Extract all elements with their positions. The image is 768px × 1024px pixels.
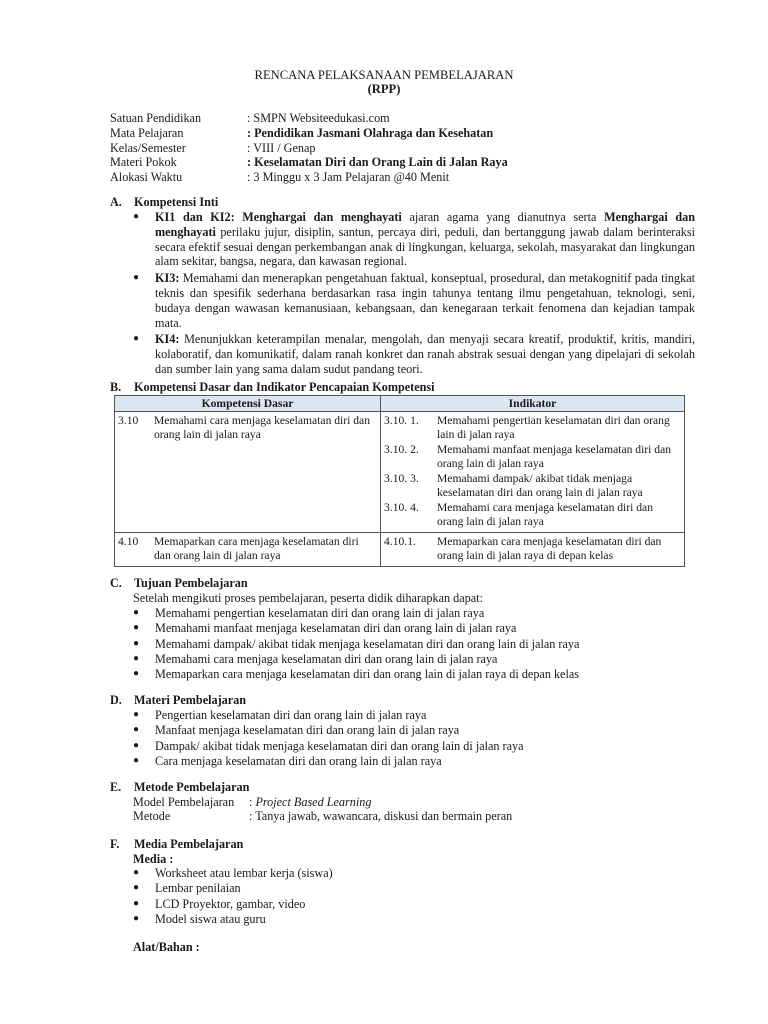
list-item (133, 912, 695, 927)
identity-label: Kelas/Semester (110, 140, 186, 155)
section-title: Metode Pembelajaran (134, 780, 250, 794)
section-title: Tujuan Pembelajaran (134, 576, 248, 590)
identity-value: : 3 Minggu x 3 Jam Pelajaran @40 Menit (247, 170, 450, 185)
ki-text: Menunjukkan keterampilan menalar, mengolah, dan menyaji secara kreatif, produktif, kritis, mandiri, kolaboratif, dan komunikatif, dalam ranah konkret dan ranah abstrak sesuai dengan yang dipelajari di sekolah dan sumber lain yang sama dalam sudut pandang teori. (155, 332, 695, 376)
section-heading-metode (110, 780, 249, 795)
item-text: Memaparkan cara menjaga keselamatan diri dan orang lain di jalan raya di depan kelas (155, 667, 580, 682)
section-letter: A. (110, 195, 122, 209)
table-header-row (115, 396, 685, 412)
media-label: Media : (133, 852, 174, 866)
bullet-icon: ● (133, 622, 140, 634)
list-item (133, 210, 695, 269)
item-text: Model siswa atau guru (155, 911, 266, 926)
item-text: Memahami cara menjaga keselamatan diri dan orang lain di jalan raya (155, 651, 498, 666)
item-text: Memahami dampak/ akibat tidak menjaga keselamatan diri dan orang lain di jalan raya (155, 636, 580, 651)
identity-label: Satuan Pendidikan (110, 111, 202, 125)
indicator-text: Memaparkan cara menjaga keselamatan diri dan orang lain di jalan raya di depan kelas (437, 535, 662, 562)
model-value: Project Based Learning (255, 795, 372, 809)
list-item (133, 708, 695, 723)
table-header: Indikator (381, 396, 685, 412)
bullet-icon: ● (133, 607, 140, 618)
metode-label: Metode (133, 809, 171, 823)
identity-row (110, 111, 508, 126)
section-title: Kompetensi Inti (134, 195, 219, 209)
ki-text: Memahami dan menerapkan pengetahuan faktual, konseptual, prosedural, dan metakognitif pada tingkat teknis dan spesifik sederhana berdasarkan rasa ingin tahunya tentang ilmu pengetahuan, teknologi, seni, budaya dengan wawasan kemanusiaan, kebangsaan, dan kenegaraan terkait fenomena dan kejadian tampak mata. (155, 271, 695, 330)
bullet-icon: ● (133, 724, 140, 736)
indicator-text: Memahami dampak/ akibat tidak menjaga keselamatan diri dan orang lain di jalan raya (437, 472, 643, 499)
identity-value: : VIII / Genap (247, 140, 316, 155)
kompetensi-table (114, 395, 685, 567)
identity-row (110, 170, 508, 185)
identity-row (110, 141, 508, 156)
section-letter: D. (110, 693, 122, 707)
indicator-code: 3.10. 4. (384, 501, 419, 514)
indicator-entry (384, 535, 681, 563)
list-item (133, 637, 695, 652)
list-item (133, 667, 695, 682)
table-row (115, 533, 685, 567)
model-label: Model Pembelajaran (133, 795, 235, 809)
indicator-text: Memahami manfaat menjaga keselamatan diri dan orang lain di jalan raya (437, 443, 672, 470)
item-text: Worksheet atau lembar kerja (siswa) (155, 866, 333, 880)
list-item (133, 606, 695, 621)
identity-label: Mata Pelajaran (110, 125, 184, 140)
kd-code: 4.10 (118, 535, 139, 548)
list-item (133, 271, 695, 330)
item-text: Manfaat menjaga keselamatan diri dan orang lain di jalan raya (155, 723, 460, 738)
indicator-code: 3.10. 3. (384, 472, 419, 485)
bullet-icon: ● (133, 211, 140, 222)
list-item (133, 897, 695, 912)
item-text: LCD Proyektor, gambar, video (155, 896, 306, 911)
kd-entry (118, 535, 377, 563)
bullet-icon: ● (133, 709, 140, 720)
bullet-icon: ● (133, 333, 140, 345)
section-heading-media (110, 837, 243, 852)
kd-cell (115, 533, 381, 567)
document-subtitle: (RPP) (367, 82, 401, 96)
bullet-icon: ● (133, 912, 140, 924)
list-item (133, 332, 695, 376)
kd-code: 3.10 (118, 414, 139, 427)
bullet-icon: ● (133, 652, 140, 664)
bullet-icon: ● (133, 668, 140, 680)
list-item (133, 652, 695, 667)
kd-text: Memaparkan cara menjaga keselamatan diri dan orang lain di jalan raya (154, 535, 359, 562)
bullet-icon: ● (133, 272, 140, 284)
kd-entry (118, 414, 377, 442)
identity-row (110, 155, 508, 170)
section-letter: B. (110, 380, 122, 394)
ki-text: perilaku jujur, disiplin, santun, percaya diri, peduli, dan bertanggung jawab dalam berinteraksi secara efektif sesuai dengan perkembangan anak di lingkungan, keluarga, sekolah, masyarakat dan lingkungan alam sekitar, bangsa, negara, dan kawasan regional. (155, 224, 695, 269)
indicator-cell (381, 533, 685, 567)
ki-lead: KI4: (155, 332, 180, 347)
identity-label: Materi Pokok (110, 155, 177, 170)
media-list (133, 866, 695, 927)
identity-value: : Keselamatan Diri dan Orang Lain di Jalan Raya (247, 155, 508, 170)
ki-text: ajaran agama yang dianutnya serta (401, 210, 605, 224)
alat-bahan-label: Alat/Bahan : (133, 940, 200, 954)
identity-value: : Pendidikan Jasmani Olahraga dan Kesehatan (247, 125, 494, 140)
section-title: Media Pembelajaran (134, 837, 244, 851)
ki-lead: KI1 dan KI2: Menghargai dan menghayati (155, 210, 402, 224)
table-header: Kompetensi Dasar (115, 396, 381, 412)
item-text: Memahami pengertian keselamatan diri dan orang lain di jalan raya (155, 606, 485, 620)
bullet-icon: ● (133, 867, 140, 878)
list-item (133, 754, 695, 769)
item-text: Cara menjaga keselamatan diri dan orang lain di jalan raya (155, 753, 442, 768)
section-title: Kompetensi Dasar dan Indikator Pencapaian Kompetensi (134, 380, 435, 394)
item-text: Lembar penilaian (155, 881, 241, 896)
kd-text: Memahami cara menjaga keselamatan diri dan orang lain di jalan raya (154, 414, 370, 441)
metode-row (133, 809, 512, 824)
item-text: Memahami manfaat menjaga keselamatan diri dan orang lain di jalan raya (155, 621, 517, 636)
list-item (133, 881, 695, 896)
bullet-icon: ● (133, 739, 140, 751)
kd-cell (115, 412, 381, 533)
indicator-code: 4.10.1. (384, 535, 416, 548)
bullet-icon: ● (133, 754, 140, 766)
indicator-entry (384, 443, 681, 471)
tujuan-intro: Setelah mengikuti proses pembelajaran, peserta didik diharapkan dapat: (133, 591, 483, 605)
list-item (133, 621, 695, 636)
identity-label: Alokasi Waktu (110, 170, 183, 185)
tujuan-list (133, 606, 695, 682)
table-row (115, 412, 685, 533)
list-item (133, 723, 695, 738)
bullet-icon: ● (133, 882, 140, 894)
bullet-icon: ● (133, 637, 140, 649)
kompetensi-inti-list (133, 210, 695, 379)
bullet-icon: ● (133, 897, 140, 909)
colon: : (249, 795, 253, 809)
indicator-entry (384, 414, 681, 442)
list-item (133, 739, 695, 754)
section-letter: F. (110, 837, 120, 851)
indicator-code: 3.10. 2. (384, 443, 419, 456)
section-heading-tujuan (110, 576, 248, 591)
section-letter: C. (110, 576, 122, 590)
indicator-text: Memahami cara menjaga keselamatan diri dan orang lain di jalan raya (437, 501, 653, 528)
list-item (133, 866, 695, 881)
indicator-entry (384, 501, 681, 529)
identity-table (110, 111, 508, 185)
model-row (133, 795, 371, 810)
materi-list (133, 708, 695, 769)
ki-bold: Menghargai dan menghayati (155, 210, 696, 239)
section-heading-kompetensi-dasar (110, 380, 435, 395)
item-text: Pengertian keselamatan diri dan orang lain di jalan raya (155, 708, 427, 722)
identity-value: : SMPN Websiteedukasi.com (247, 111, 390, 125)
section-heading-kompetensi-inti (110, 195, 218, 210)
indicator-text: Memahami pengertian keselamatan diri dan orang lain di jalan raya (437, 414, 670, 441)
indicator-entry (384, 472, 681, 500)
section-title: Materi Pembelajaran (134, 693, 247, 707)
ki-lead: KI3: (155, 271, 180, 286)
indicator-cell (381, 412, 685, 533)
metode-value: : Tanya jawab, wawancara, diskusi dan bermain peran (249, 809, 513, 823)
indicator-code: 3.10. 1. (384, 414, 419, 427)
identity-row (110, 126, 508, 141)
document-title: RENCANA PELAKSANAAN PEMBELAJARAN (254, 68, 514, 82)
item-text: Dampak/ akibat tidak menjaga keselamatan diri dan orang lain di jalan raya (155, 738, 524, 753)
section-letter: E. (110, 780, 122, 794)
section-heading-materi (110, 693, 246, 708)
